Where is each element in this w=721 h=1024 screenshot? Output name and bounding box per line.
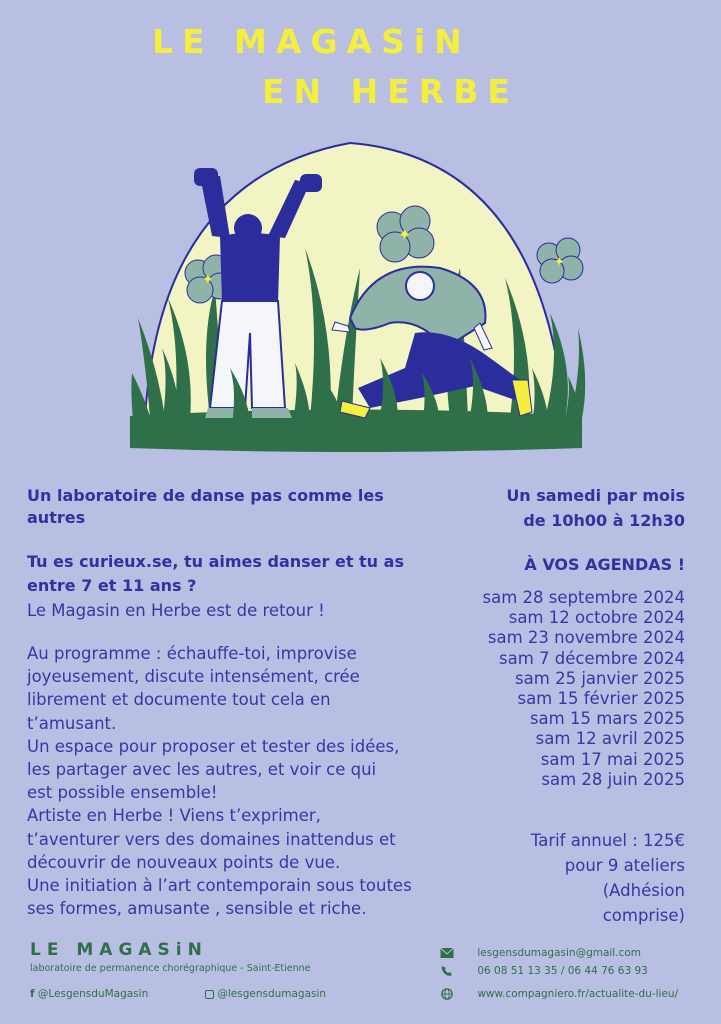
facebook-handle: @LesgensduMagasin (37, 988, 149, 1000)
website-text: www.compagniero.fr/actualite-du-lieu/ (477, 988, 679, 1000)
body-line: joyeusement, discute intensément, crée (27, 667, 360, 687)
body-line: t’amusant. (27, 713, 117, 733)
tarif-line: pour 9 ateliers (564, 856, 685, 875)
instagram-icon (205, 990, 214, 999)
tarif-line: Tarif annuel : 125€ (530, 831, 685, 850)
date-item: sam 12 avril 2025 (535, 729, 685, 749)
phone-text: 06 08 51 13 35 / 06 44 76 63 93 (477, 965, 648, 977)
phone-row (440, 965, 648, 977)
body-line: est possible ensemble! (27, 783, 218, 803)
agenda-title: À VOS AGENDAS ! (524, 555, 685, 574)
headline: Un laboratoire de danse pas comme les autres (27, 486, 384, 527)
email-row[interactable] (440, 947, 641, 959)
date-item: sam 15 mars 2025 (529, 709, 685, 729)
date-item: sam 28 juin 2025 (541, 769, 685, 789)
globe-icon (440, 988, 454, 1000)
svg-text:✦: ✦ (554, 255, 565, 270)
date-item: sam 25 janvier 2025 (515, 668, 685, 688)
envelope-icon (440, 947, 454, 959)
question-line-2: entre 7 et 11 ans ? (27, 576, 197, 595)
body-line: Une initiation à l’art contemporain sous toutes (27, 876, 412, 896)
date-item: sam 12 octobre 2024 (508, 608, 685, 628)
facebook-icon: f (30, 988, 35, 1000)
facebook-link[interactable] (30, 988, 148, 1000)
date-item: sam 7 décembre 2024 (499, 648, 685, 668)
tarif-line: (Adhésion (602, 881, 685, 900)
title-line-1: LE MAGASiN (152, 22, 471, 61)
dates-list (483, 588, 685, 790)
website-row[interactable] (440, 988, 678, 1000)
flower-center (377, 206, 434, 262)
tarif-line: comprise) (602, 906, 685, 925)
footer-brand: LE MAGASiN (30, 940, 208, 960)
title-line-2: EN HERBE (262, 72, 519, 111)
body-line: ses formes, amusante , sensible et riche. (27, 899, 367, 919)
schedule-line-1: Un samedi par mois (506, 486, 685, 505)
instagram-handle: @lesgensdumagasin (217, 988, 327, 1000)
schedule-line-2: de 10h00 à 12h30 (523, 511, 685, 530)
dancers-illustration (120, 118, 590, 458)
return-text: Le Magasin en Herbe est de retour ! (27, 601, 325, 620)
date-item: sam 28 septembre 2024 (482, 588, 685, 607)
date-item: sam 15 février 2025 (517, 689, 685, 709)
phone-icon (440, 965, 454, 977)
body-line: Au programme : échauffe-toi, improvise (27, 644, 357, 663)
tarif-block (465, 828, 685, 928)
body-line: découvrir de nouveaux points de vue. (27, 852, 341, 872)
flower-right (537, 238, 583, 283)
body-line: les partager avec les autres, et voir ce qui (27, 760, 377, 780)
body-line: t’aventurer vers des domaines inattendus et (27, 829, 396, 849)
question-line-1: Tu es curieux.se, tu aimes danser et tu as (27, 552, 404, 571)
footer-subtitle: laboratoire de permanence chorégraphique - Saint-Etienne (30, 963, 311, 974)
date-item: sam 23 novembre 2024 (487, 628, 685, 648)
date-item: sam 17 mai 2025 (540, 749, 685, 769)
svg-text:✦: ✦ (398, 225, 412, 244)
instagram-link[interactable] (205, 988, 326, 1000)
svg-text:✦: ✦ (202, 272, 214, 288)
body-line: librement et documente tout cela en (27, 690, 331, 710)
program-body (27, 642, 452, 920)
email-text: lesgensdumagasin@gmail.com (477, 947, 641, 959)
body-line: Un espace pour proposer et tester des idées, (27, 736, 400, 756)
body-line: Artiste en Herbe ! Viens t’exprimer, (27, 806, 321, 826)
